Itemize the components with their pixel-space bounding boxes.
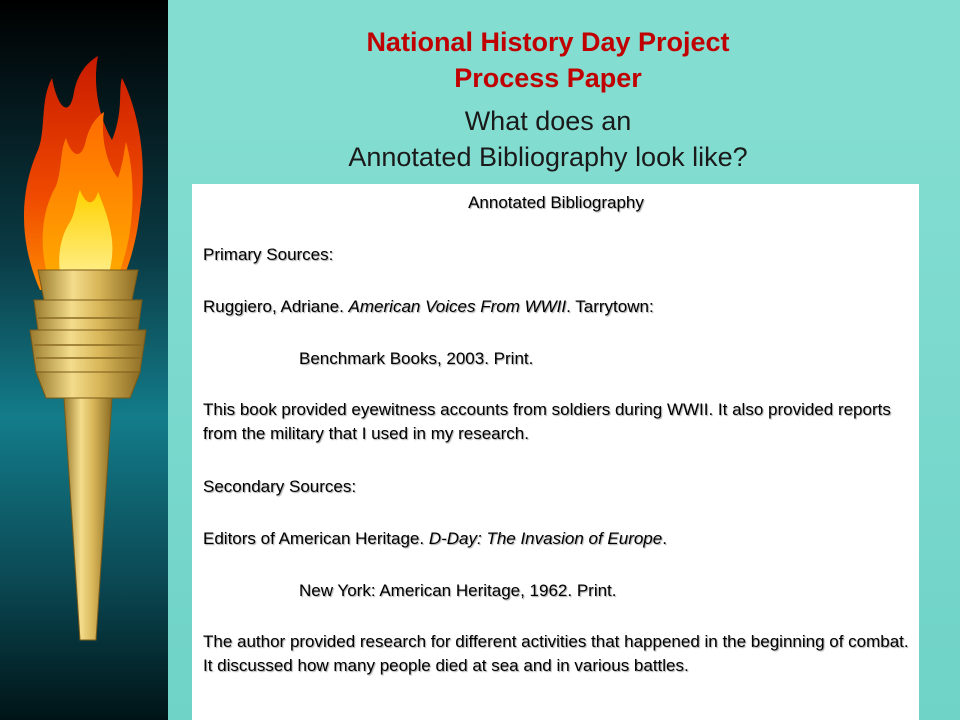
citation-rest: . Tarrytown: xyxy=(566,297,654,316)
secondary-citation-continuation: New York: American Heritage, 1962. Print. xyxy=(299,581,617,600)
primary-citation xyxy=(203,294,909,320)
torch-handle xyxy=(30,270,146,640)
secondary-citation xyxy=(203,526,909,552)
torch-flame xyxy=(24,56,143,290)
document-heading: Annotated Bibliography xyxy=(468,193,644,212)
slide-subtitle-line-2: Annotated Bibliography look like? xyxy=(348,142,748,172)
torch-icon xyxy=(0,0,168,720)
citation-title: D-Day: The Invasion of Europe xyxy=(428,529,663,548)
primary-sources-label: Primary Sources: xyxy=(203,245,334,264)
bibliography-document xyxy=(192,184,919,720)
slide-title-line-2: Process Paper xyxy=(454,63,642,93)
primary-annotation: This book provided eyewitness accounts from soldiers during WWII. It also provided reports from the military that I used in my research. xyxy=(203,400,891,443)
slide-title: National History Day Project xyxy=(366,27,730,57)
primary-citation-continuation: Benchmark Books, 2003. Print. xyxy=(299,349,534,368)
citation-rest: . xyxy=(662,529,667,548)
citation-author: Editors of American Heritage. xyxy=(203,529,429,548)
secondary-sources-label: Secondary Sources: xyxy=(203,477,357,496)
secondary-annotation: The author provided research for different activities that happened in the beginning of combat. It discussed how many people died at sea and in various battles. xyxy=(203,632,909,675)
citation-title: American Voices From WWII xyxy=(348,297,567,316)
slide-subtitle: What does an xyxy=(464,106,632,136)
citation-author: Ruggiero, Adriane. xyxy=(203,297,349,316)
